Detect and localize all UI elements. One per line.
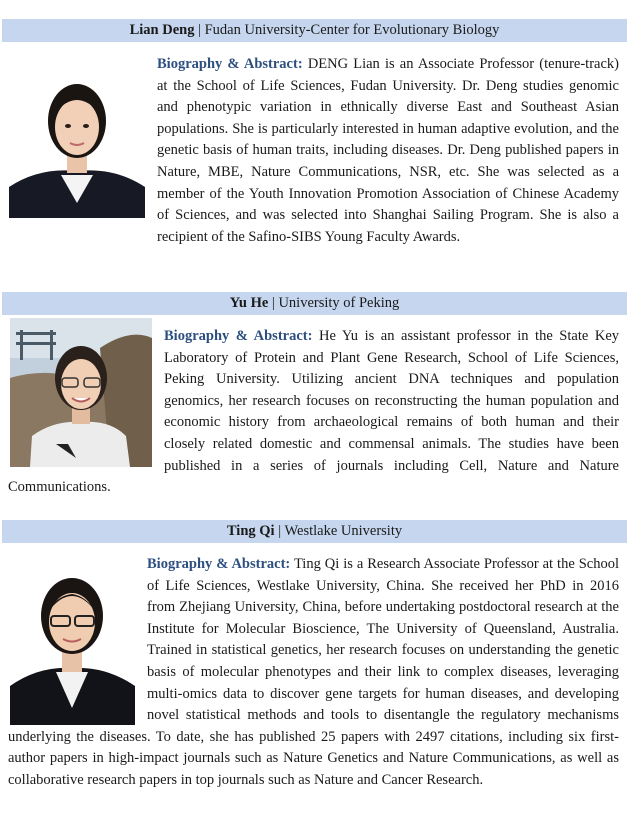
speaker-bio-lian-deng <box>8 54 619 248</box>
bio-label: Biography & Abstract: <box>164 328 313 344</box>
speaker-header-yu-he: Yu He | University of Peking <box>2 292 627 315</box>
speaker-name: Ting Qi <box>226 523 275 539</box>
bio-text: DENG Lian is an Associate Professor (tenure-track) at the School of Life Sciences, Fudan University. Dr. Deng studies genomic and phenotypic variation in ethnically diverse East and Southeast Asian populations. She is particularly interested in human adaptive evolution, and the genetic basis of human traits, including diseases. Dr. Deng published papers in Nature, MBE, Nature Communications, NSR, etc. She was selected as a member of the Youth Innovation Promotion Association of Chinese Academy of Sciences, and was selected into Shanghai Sailing Program. She is also a recipient of the Safino-SIBS Young Faculty Awards. <box>157 56 619 245</box>
bio-label: Biography & Abstract: <box>157 56 303 72</box>
speaker-header-lian-deng: Lian Deng | Fudan University-Center for Evolutionary Biology <box>2 19 627 42</box>
speaker-name: Yu He <box>229 295 269 311</box>
speaker-header-ting-qi: Ting Qi | Westlake University <box>2 520 627 543</box>
speaker-affiliation: Westlake University <box>284 523 403 539</box>
bio-text: Ting Qi is a Research Associate Professor at the School of Life Sciences, Westlake University, China. She received her PhD in 2016 from Zhejiang University, China, before undertaking postdoctoral research at the Institute for Molecular Bioscience, The University of Queensland, Australia. Trained in statistical genetics, her research focuses on understanding the genetic basis of molecular phenotypes and their link to complex diseases, leveraging multi-omics data to discover gene targets for human diseases, and developing novel statistical methods and tools to disentangle the regulatory mechanisms underlying the diseases. To date, she has published 25 papers with 2497 citations, including six first-author papers in high-impact journals such as Nature Genetics and Nature Communications, as well as collaborative research papers in top journals such as Nature and Cancer Research. <box>8 556 619 788</box>
speaker-affiliation: University of Peking <box>278 295 400 311</box>
speaker-bio-ting-qi <box>8 554 619 792</box>
speaker-bio-yu-he <box>8 326 619 499</box>
bio-text: He Yu is an assistant professor in the State Key Laboratory of Protein and Plant Gene Research, School of Life Sciences, Peking University. Utilizing ancient DNA techniques and population genomics, her research focuses on reconstructing the human population and economic history from archaeological remains of both human and their closely related domestic and commensal animals. The studies have been published in a series of journals including Cell, Nature and Nature Communications. <box>8 328 620 496</box>
speaker-affiliation: Fudan University-Center for Evolutionary Biology <box>204 22 500 38</box>
bio-label: Biography & Abstract: <box>147 556 291 572</box>
speaker-name: Lian Deng <box>129 22 195 38</box>
